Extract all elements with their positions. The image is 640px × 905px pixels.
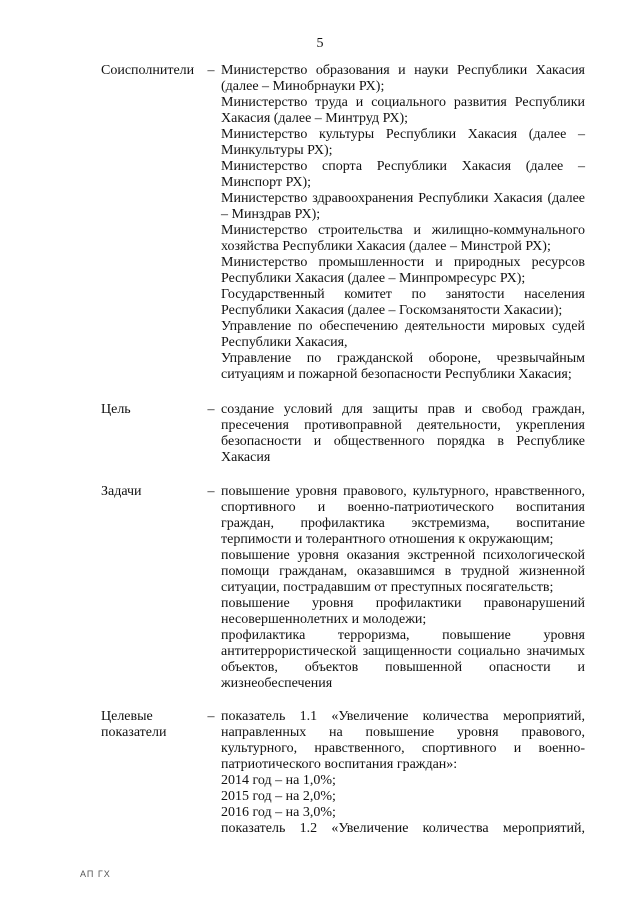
paragraph: Министерство строительства и жилищно-коммунального хозяйства Республики Хакасия (далее – Минстрой РХ);: [221, 223, 585, 254]
section-dash: –: [207, 709, 215, 724]
paragraph: Государственный комитет по занятости населения Республики Хакасия (далее – Госкомзанятости Хакасии);: [221, 287, 585, 318]
section-label: Задачи: [101, 484, 142, 499]
paragraph: показатель 1.1 «Увеличение количества мероприятий, направленных на повышение уровня правового, культурного, нравственного, спортивного и военно-патриотического воспитания граждан»:: [221, 709, 585, 772]
paragraph: Министерство культуры Республики Хакасия (далее – Минкультуры РХ);: [221, 127, 585, 158]
paragraph: 2016 год – на 3,0%;: [221, 805, 336, 820]
paragraph: создание условий для защиты прав и свобод граждан, пресечения противоправной деятельности, укрепления безопасности и общественного порядка в Республике Хакасия: [221, 402, 585, 465]
paragraph: показатель 1.2 «Увеличение количества мероприятий,: [221, 821, 585, 836]
paragraph: повышение уровня правового, культурного, нравственного, спортивного и военно-патриотического воспитания граждан, профилактика экстремизма, воспитание терпимости и толерантного отношения к окружающим;: [221, 484, 585, 547]
paragraph: 2014 год – на 1,0%;: [221, 773, 336, 788]
paragraph: Министерство здравоохранения Республики Хакасия (далее – Минздрав РХ);: [221, 191, 585, 222]
section-content: [221, 484, 585, 692]
section-dash: –: [207, 63, 215, 78]
section-label: Соисполнители: [101, 63, 195, 78]
section-content: [221, 63, 585, 383]
section-content: [221, 709, 585, 837]
paragraph: повышение уровня оказания экстренной психологической помощи гражданам, оказавшимся в трудной жизненной ситуации, пострадавшим от преступных посягательств;: [221, 548, 585, 595]
paragraph: Министерство спорта Республики Хакасия (далее – Минспорт РХ);: [221, 159, 585, 190]
section-content: [221, 402, 585, 466]
section-label: Цель: [101, 402, 131, 417]
paragraph: повышение уровня профилактики правонарушений несовершеннолетних и молодежи;: [221, 596, 585, 627]
section-dash: –: [207, 402, 215, 417]
paragraph: 2015 год – на 2,0%;: [221, 789, 336, 804]
paragraph: Управление по обеспечению деятельности мировых судей Республики Хакасия,: [221, 319, 585, 350]
paragraph: Министерство промышленности и природных ресурсов Республики Хакасия (далее – Минпромресурс РХ);: [221, 255, 585, 286]
page-number: 5: [316, 36, 324, 51]
section-dash: –: [207, 484, 215, 499]
footer-mark: АП ГХ: [80, 869, 111, 879]
paragraph: профилактика терроризма, повышение уровня антитеррористической защищенности социально значимых объектов, объектов повышенной опасности и жизнеобеспечения: [221, 628, 585, 691]
paragraph: Министерство образования и науки Республики Хакасия (далее – Минобрнауки РХ);: [221, 63, 585, 94]
paragraph: Управление по гражданской обороне, чрезвычайным ситуациям и пожарной безопасности Республики Хакасия;: [221, 351, 585, 382]
section-label: Целевые показатели: [101, 709, 167, 740]
paragraph: Министерство труда и социального развития Республики Хакасия (далее – Минтруд РХ);: [221, 95, 585, 126]
